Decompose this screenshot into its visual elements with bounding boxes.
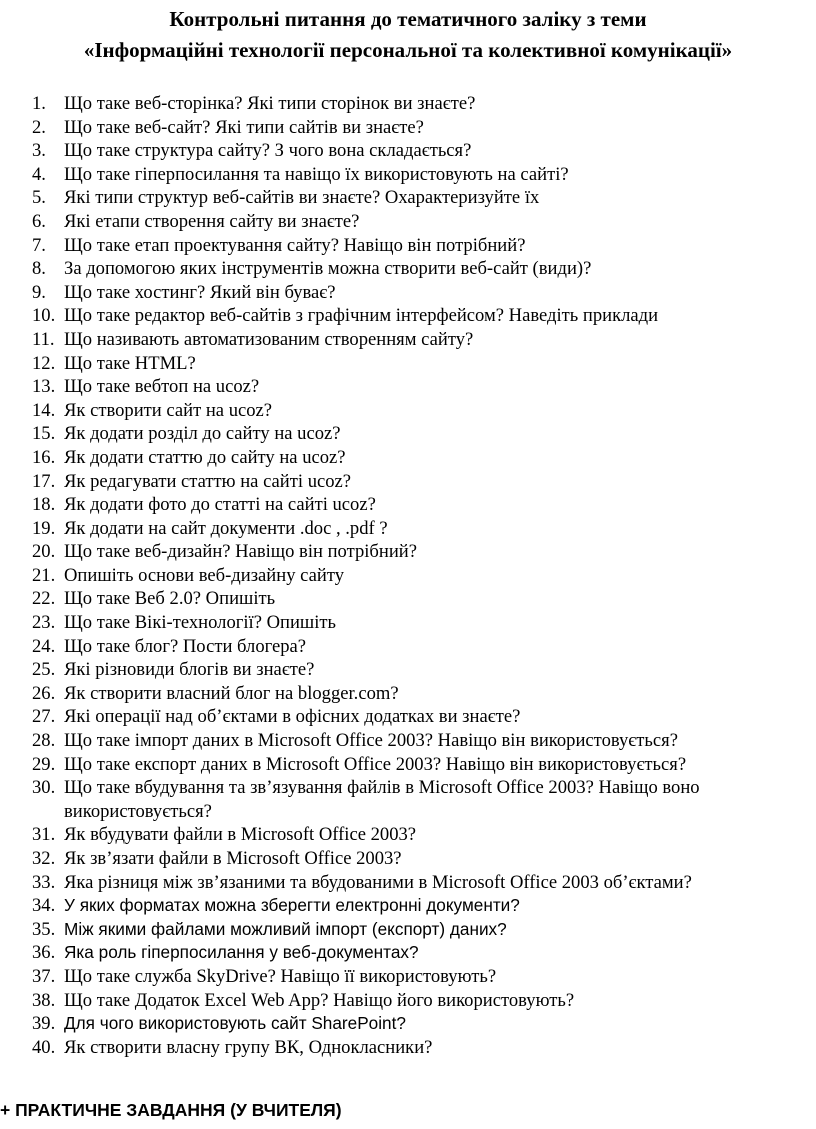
question-text: Які типи структур веб-сайтів ви знаєте? Охарактеризуйте їх	[64, 187, 540, 209]
question-text: У яких форматах можна зберегти електронні документи?	[64, 895, 520, 916]
question-text: Що таке хостинг? Який він буває?	[64, 281, 336, 303]
question-text: Як створити сайт на ucoz?	[64, 399, 273, 421]
question-number: 38.	[32, 989, 56, 1011]
question-number: 35.	[32, 918, 56, 940]
question-text: Що таке Веб 2.0? Опишіть	[64, 588, 276, 610]
practical-task-note: + ПРАКТИЧНЕ ЗАВДАННЯ (У ВЧИТЕЛЯ)	[0, 1100, 342, 1120]
list-item	[32, 776, 802, 823]
question-text: Що таке веб-сторінка? Які типи сторінок ви знаєте?	[64, 93, 476, 114]
list-item	[32, 611, 802, 635]
question-number: 26.	[32, 682, 56, 704]
question-number: 7.	[32, 234, 46, 256]
question-text: Як додати розділ до сайту на ucoz?	[64, 423, 341, 445]
question-number: 36.	[32, 942, 56, 964]
question-text: Які етапи створення сайту ви знаєте?	[64, 210, 360, 232]
title-line-1: Контрольні питання до тематичного заліку з теми	[169, 7, 647, 31]
question-text: Які операції над об’єктами в офісних додатках ви знаєте?	[64, 706, 521, 728]
question-list	[32, 92, 802, 1059]
question-number: 9.	[32, 281, 46, 303]
title-line-2: «Інформаційні технології персональної та колективної комунікації»	[83, 38, 733, 62]
list-item	[32, 847, 802, 871]
question-text: Як редагувати статтю на сайті ucoz?	[64, 470, 352, 492]
question-number: 14.	[32, 399, 56, 421]
list-item	[32, 753, 802, 777]
list-item	[32, 210, 802, 234]
list-item	[32, 540, 802, 564]
question-text: Що таке етап проектування сайту? Навіщо він потрібний?	[64, 234, 526, 256]
list-item	[32, 328, 802, 352]
question-number: 20.	[32, 541, 56, 563]
list-item	[32, 918, 802, 942]
question-text: Що таке веб-сайт? Які типи сайтів ви знаєте?	[64, 116, 424, 138]
list-item	[32, 965, 802, 989]
question-number: 27.	[32, 706, 56, 728]
question-text: Для чого використовують сайт SharePoint?	[64, 1013, 406, 1034]
list-item	[32, 989, 802, 1013]
question-number: 24.	[32, 635, 56, 657]
question-number: 16.	[32, 446, 56, 468]
question-number: 33.	[32, 871, 56, 893]
list-item	[32, 517, 802, 541]
question-text: Що таке експорт даних в Microsoft Office 2003? Навіщо він використовується?	[64, 753, 687, 775]
list-item	[32, 682, 802, 706]
list-item	[32, 729, 802, 753]
question-text: Що таке гіперпосилання та навіщо їх використовують на сайті?	[64, 163, 569, 185]
question-text: Що таке вебтоп на ucoz?	[64, 376, 260, 398]
list-item	[32, 493, 802, 517]
list-item	[32, 281, 802, 305]
list-item	[32, 257, 802, 281]
question-text: Що таке імпорт даних в Microsoft Office 2003? Навіщо він використовується?	[64, 730, 678, 752]
question-text: Які різновиди блогів ви знаєте?	[64, 659, 315, 681]
question-text: Що таке блог? Пости блогера?	[64, 635, 307, 657]
question-number: 40.	[32, 1036, 56, 1058]
question-text: Як створити власну групу ВК, Однокласники?	[64, 1036, 433, 1058]
question-number: 29.	[32, 753, 56, 775]
question-text: Що таке служба SkyDrive? Навіщо її використовують?	[64, 965, 497, 987]
list-item	[32, 234, 802, 258]
list-item	[32, 705, 802, 729]
question-text: Як додати на сайт документи .doc , .pdf ?	[64, 517, 388, 539]
question-text: Яка різниця між зв’язаними та вбудованими в Microsoft Office 2003 об’єктами?	[64, 871, 692, 893]
question-number: 11.	[32, 328, 55, 350]
question-number: 25.	[32, 659, 56, 681]
question-number: 6.	[32, 210, 46, 232]
question-text: Як створити власний блог на blogger.com?	[64, 682, 399, 704]
list-item	[32, 823, 802, 847]
list-item	[32, 635, 802, 659]
list-item	[32, 564, 802, 588]
question-text: Що таке веб-дизайн? Навіщо він потрібний?	[64, 541, 417, 563]
page-title	[0, 4, 816, 66]
question-number: 19.	[32, 517, 56, 539]
question-number: 17.	[32, 470, 56, 492]
question-text: Що таке Вікі-технології? Опишіть	[64, 612, 337, 634]
question-number: 15.	[32, 423, 56, 445]
question-number: 8.	[32, 258, 46, 280]
question-number: 18.	[32, 494, 56, 516]
question-number: 23.	[32, 612, 56, 634]
question-number: 5.	[32, 187, 46, 209]
list-item	[32, 658, 802, 682]
list-item	[32, 470, 802, 494]
question-number: 1.	[32, 93, 46, 114]
list-item	[32, 871, 802, 895]
question-text: Опишіть основи веб-дизайну сайту	[64, 564, 344, 586]
question-text: Як вбудувати файли в Microsoft Office 2003?	[64, 824, 417, 846]
question-text: Що таке HTML?	[64, 352, 196, 374]
list-item	[32, 375, 802, 399]
list-item	[32, 399, 802, 423]
question-text: Що таке структура сайту? З чого вона складається?	[64, 140, 472, 162]
list-item	[32, 92, 802, 116]
list-item	[32, 422, 802, 446]
list-item	[32, 163, 802, 187]
list-item	[32, 446, 802, 470]
list-item	[32, 587, 802, 611]
list-item	[32, 1012, 802, 1036]
question-text: Як зв’язати файли в Microsoft Office 2003?	[64, 848, 402, 869]
question-number: 4.	[32, 163, 46, 185]
list-item	[32, 1036, 802, 1060]
question-number: 3.	[32, 140, 46, 162]
question-number: 37.	[32, 965, 56, 987]
list-item	[32, 352, 802, 376]
question-text: За допомогою яких інструментів можна створити веб-сайт (види)?	[64, 258, 592, 280]
question-number: 31.	[32, 824, 56, 846]
list-item	[32, 116, 802, 140]
list-item	[32, 186, 802, 210]
question-text: Яка роль гіперпосилання у веб-документах?	[64, 942, 419, 963]
question-number: 10.	[32, 305, 56, 327]
question-number: 32.	[32, 848, 56, 869]
list-item	[32, 941, 802, 965]
question-number: 39.	[32, 1013, 56, 1035]
question-number: 2.	[32, 116, 46, 138]
question-number: 28.	[32, 730, 56, 752]
question-text: Що таке вбудування та зв’язування файлів в Microsoft Office 2003? Навіщо воно використовується?	[64, 777, 700, 822]
question-text: Що таке редактор веб-сайтів з графічним інтерфейсом? Наведіть приклади	[64, 305, 659, 327]
question-text: Що таке Додаток Excel Web App? Навіщо його використовують?	[64, 989, 575, 1011]
question-number: 21.	[32, 564, 56, 586]
question-text: Між якими файлами можливий імпорт (експорт) даних?	[64, 918, 507, 939]
question-text: Як додати статтю до сайту на ucoz?	[64, 446, 346, 468]
question-number: 30.	[32, 777, 56, 799]
question-number: 22.	[32, 588, 56, 610]
question-text: Як додати фото до статті на сайті ucoz?	[64, 494, 376, 516]
question-number: 13.	[32, 376, 56, 398]
question-number: 12.	[32, 352, 56, 374]
list-item	[32, 894, 802, 918]
question-number: 34.	[32, 895, 56, 917]
list-item	[32, 139, 802, 163]
question-text: Що називають автоматизованим створенням сайту?	[64, 328, 474, 350]
list-item	[32, 304, 802, 328]
